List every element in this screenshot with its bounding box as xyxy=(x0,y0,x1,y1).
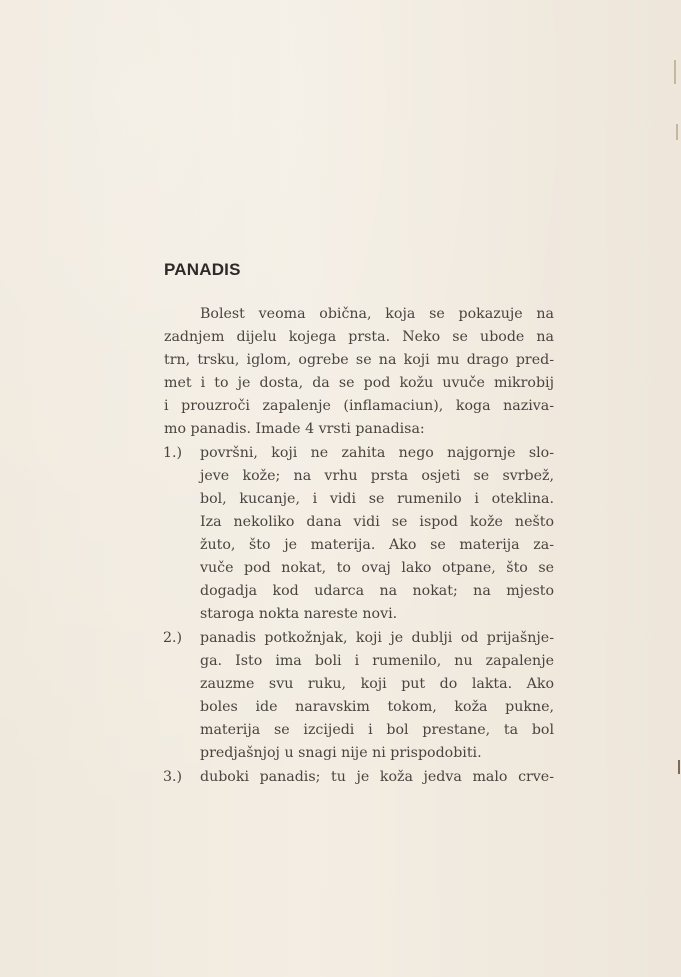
list-item-number: 3.) xyxy=(163,769,183,785)
list-item-line: panadis potkožnjak, koji je dublji od prijašnje- xyxy=(200,630,554,646)
list-item-line: duboki panadis; tu je koža jedva malo crve- xyxy=(200,769,554,785)
list-item-line: žuto, što je materija. Ako se materija za- xyxy=(200,537,554,553)
list-item-line: bol, kucanje, i vidi se rumenilo i oteklina. xyxy=(200,491,554,507)
list-item-line: boles ide naravskim tokom, koža pukne, xyxy=(200,699,554,715)
list-item-line: jeve kože; na vrhu prsta osjeti se svrbež, xyxy=(200,468,554,484)
intro-line: mo panadis. Imade 4 vrsti panadisa: xyxy=(164,421,425,437)
intro-line: met i to je dosta, da se pod kožu uvuče mikrobij xyxy=(164,375,554,391)
list-item-line: ga. Isto ima boli i rumenilo, nu zapalenje xyxy=(200,653,554,669)
list-item-line: predjašnjoj u snagi nije ni prispodobiti. xyxy=(200,745,482,761)
list-item-number: 1.) xyxy=(163,445,183,461)
intro-line: trn, trsku, iglom, ogrebe se na koji mu drago pred- xyxy=(164,352,554,368)
intro-line: zadnjem dijelu kojega prsta. Neko se ubode na xyxy=(164,329,554,345)
list-item-line: materija se izcijedi i bol prestane, ta bol xyxy=(200,722,554,738)
list-item-line: zauzme svu ruku, koji put do lakta. Ako xyxy=(200,676,554,692)
list-item-line: staroga nokta nareste novi. xyxy=(200,606,398,622)
intro-line: i prouzroči zapalenje (inflamaciun), koga naziva- xyxy=(164,398,554,414)
scan-mark xyxy=(674,60,676,84)
list-item-line: vuče pod nokat, to ovaj lako otpane, što se xyxy=(200,560,554,576)
scan-mark xyxy=(678,760,680,774)
intro-line: Bolest veoma obična, koja se pokazuje na xyxy=(200,306,554,322)
list-item-line: površni, koji ne zahita nego najgornje slo- xyxy=(200,445,554,461)
list-item-line: Iza nekoliko dana vidi se ispod kože nešto xyxy=(200,514,554,530)
scan-mark xyxy=(676,124,678,140)
page-title: PANADIS xyxy=(164,260,241,279)
list-item-line: dogadja kod udarca na nokat; na mjesto xyxy=(200,583,554,599)
list-item-number: 2.) xyxy=(163,630,183,646)
